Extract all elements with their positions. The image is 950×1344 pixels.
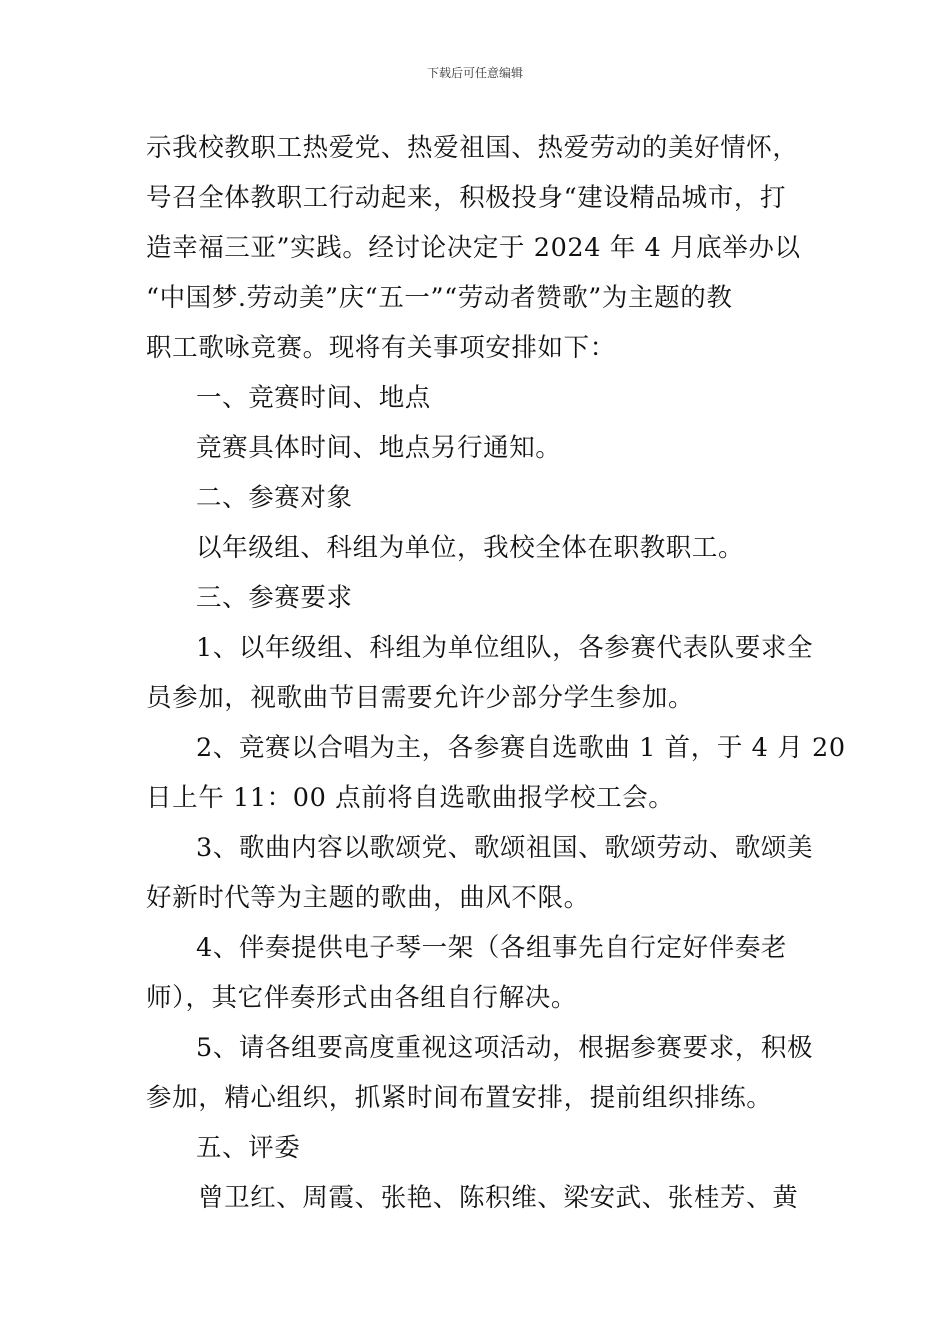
- list-item: 3、歌曲内容以歌颂党、歌颂祖国、歌颂劳动、歌颂美: [196, 833, 814, 863]
- list-item: 2、竞赛以合唱为主，各参赛自选歌曲 1 首，于 4 月 20: [196, 733, 846, 763]
- body-line: 参加，精心组织，抓紧时间布置安排，提前组织排练。: [146, 1083, 773, 1113]
- body-line: 曾卫红、周霞、张艳、陈积维、梁安武、张桂芳、黄: [198, 1183, 799, 1213]
- page-header: 下载后可任意编辑: [426, 66, 523, 80]
- body-line: 员参加，视歌曲节目需要允许少部分学生参加。: [146, 683, 695, 713]
- list-item: 5、请各组要高度重视这项活动，根据参赛要求，积极: [196, 1033, 814, 1063]
- list-item: 1、以年级组、科组为单位组队，各参赛代表队要求全: [196, 633, 814, 663]
- section-heading: 三、参赛要求: [196, 583, 353, 613]
- body-line: “中国梦.劳动美”庆“五一”“劳动者赞歌”为主题的教: [146, 283, 733, 313]
- body-line: 竞赛具体时间、地点另行通知。: [196, 433, 562, 463]
- body-line: 示我校教职工热爱党、热爱祖国、热爱劳动的美好情怀，: [146, 133, 799, 163]
- body-line: 师），其它伴奏形式由各组自行解决。: [146, 983, 577, 1013]
- body-line: 日上午 11：00 点前将自选歌曲报学校工会。: [146, 783, 675, 813]
- body-line: 号召全体教职工行动起来，积极投身“建设精品城市，打: [146, 183, 787, 213]
- body-line: 以年级组、科组为单位，我校全体在职教职工。: [196, 533, 745, 563]
- body-line: 职工歌咏竞赛。现将有关事项安排如下：: [146, 333, 616, 363]
- section-heading: 一、竞赛时间、地点: [196, 383, 431, 413]
- body-line: 造幸福三亚”实践。经讨论决定于 2024 年 4 月底举办以: [146, 233, 801, 263]
- body-line: 好新时代等为主题的歌曲，曲风不限。: [146, 883, 590, 913]
- section-heading: 二、参赛对象: [196, 483, 353, 513]
- section-heading: 五、评委: [196, 1133, 301, 1163]
- list-item: 4、伴奏提供电子琴一架（各组事先自行定好伴奏老: [196, 933, 788, 963]
